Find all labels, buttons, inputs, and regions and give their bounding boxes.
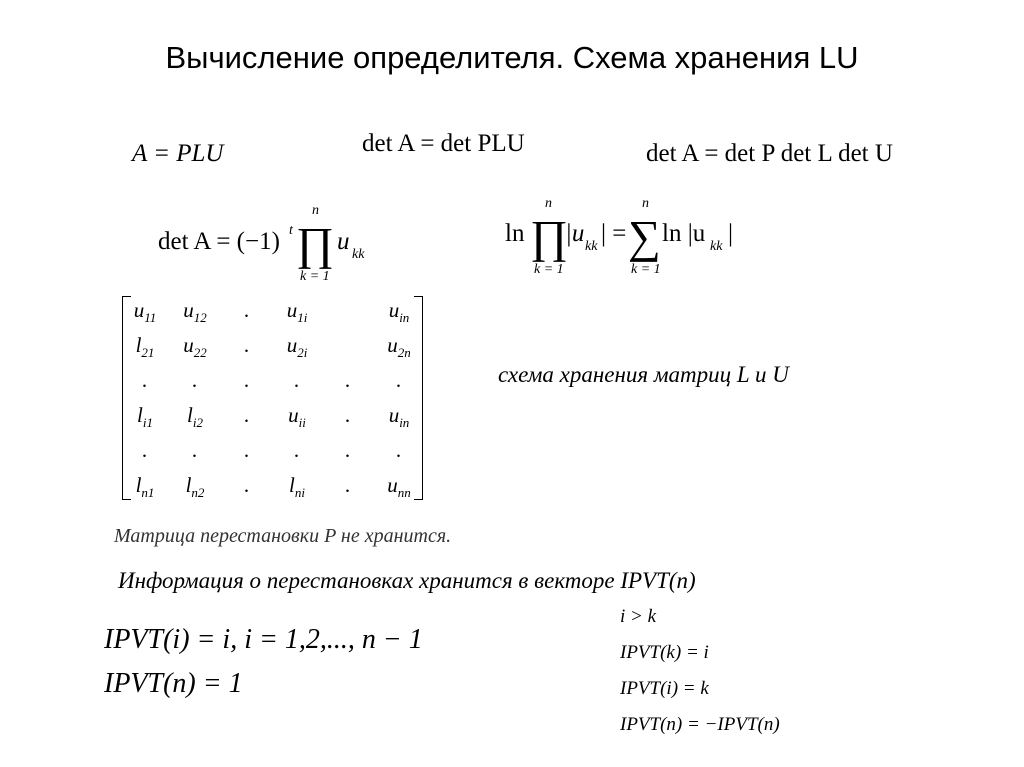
swap-eq-k: IPVT(k) = i xyxy=(620,642,709,663)
ipvt-init-eq: IPVT(i) = i, i = 1,2,..., n − 1 xyxy=(104,624,423,655)
cell-base: u xyxy=(183,298,194,322)
f4-upper: n xyxy=(312,203,319,218)
matrix-right-bracket xyxy=(414,296,423,500)
product-symbol: ∏ xyxy=(530,211,568,262)
swap-condition: i > k xyxy=(620,606,657,627)
matrix-cell xyxy=(222,333,272,361)
f5-lower2: k = 1 xyxy=(631,262,661,277)
cell-subscript: 22 xyxy=(193,345,207,361)
cell-base: u xyxy=(183,333,194,357)
f4-sub: kk xyxy=(352,247,365,262)
matrix-cell xyxy=(272,403,322,431)
f4-exponent: t xyxy=(289,223,293,238)
f5-end: | xyxy=(728,220,734,247)
matrix-cell xyxy=(170,473,220,501)
matrix-cell xyxy=(323,368,373,396)
cell-subscript: ii xyxy=(298,415,306,431)
matrix-cell xyxy=(323,438,373,466)
cell-base: u xyxy=(286,298,298,322)
cell-subscript: n2 xyxy=(191,485,205,501)
matrix-cell xyxy=(170,298,220,326)
matrix-cell xyxy=(323,403,373,431)
swap-eq-n: IPVT(n) = −IPVT(n) xyxy=(620,714,780,735)
matrix-cell xyxy=(120,368,170,396)
f5-ln: ln xyxy=(505,220,525,247)
cell-base: . xyxy=(142,438,148,462)
cell-base: . xyxy=(396,438,402,462)
cell-subscript: in xyxy=(399,310,410,326)
matrix-cell xyxy=(272,473,322,501)
cell-subscript: i1 xyxy=(142,415,153,431)
f5-sub: kk xyxy=(585,239,598,254)
product-symbol: ∏ xyxy=(296,218,334,269)
f4-term: u xyxy=(337,228,350,255)
cell-subscript: 2i xyxy=(297,345,308,361)
cell-base: . xyxy=(345,368,351,392)
cell-subscript: 12 xyxy=(193,310,207,326)
cell-subscript: i2 xyxy=(192,415,203,431)
cell-base: l xyxy=(185,473,192,497)
matrix-cell xyxy=(120,333,170,361)
matrix-cell xyxy=(323,473,373,501)
matrix-cell xyxy=(272,438,322,466)
matrix-cell xyxy=(272,368,322,396)
cell-base: l xyxy=(135,333,142,357)
matrix-cell xyxy=(272,333,322,361)
ipvt-n-eq: IPVT(n) = 1 xyxy=(104,668,243,699)
sum-symbol: ∑ xyxy=(628,211,661,262)
cell-subscript: 11 xyxy=(144,310,157,326)
f5-term: |u xyxy=(565,220,585,247)
matrix-cell xyxy=(374,333,424,361)
matrix-cell xyxy=(374,403,424,431)
cell-base: . xyxy=(192,438,198,462)
cell-base: . xyxy=(294,368,300,392)
cell-base: . xyxy=(142,368,148,392)
cell-base: u xyxy=(387,333,398,357)
scheme-label: схема хранения матриц L и U xyxy=(498,362,789,387)
matrix-cell xyxy=(222,368,272,396)
cell-base: u xyxy=(388,403,400,427)
cell-base: . xyxy=(244,403,250,427)
cell-subscript: in xyxy=(399,415,410,431)
f5-sub2: kk xyxy=(710,239,723,254)
matrix-cell xyxy=(170,368,220,396)
f4-lower: k = 1 xyxy=(300,269,330,284)
cell-base: l xyxy=(289,473,295,497)
matrix-cell xyxy=(170,438,220,466)
cell-subscript: 1i xyxy=(297,310,308,326)
formula-a-plu: A = PLU xyxy=(132,140,224,167)
matrix-cell xyxy=(222,298,272,326)
swap-eq-i: IPVT(i) = k xyxy=(620,678,709,699)
f5-rhs: ln |u xyxy=(662,220,706,247)
cell-base: . xyxy=(294,438,300,462)
permutation-note: Матрица перестановки P не хранится. xyxy=(114,525,452,547)
matrix-cell xyxy=(222,473,272,501)
formula-det-plu: det A = det PLU xyxy=(362,130,525,157)
cell-subscript: 2n xyxy=(397,345,411,361)
cell-subscript: nn xyxy=(397,485,411,501)
cell-base: . xyxy=(396,368,402,392)
cell-base: l xyxy=(187,403,193,427)
slide-title: Вычисление определителя. Схема хранения LU xyxy=(165,40,859,75)
matrix-cell xyxy=(374,473,424,501)
cell-base: . xyxy=(244,368,250,392)
cell-base: u xyxy=(387,473,398,497)
cell-base: l xyxy=(137,403,143,427)
matrix-cell xyxy=(170,403,220,431)
f5-upper2: n xyxy=(642,196,649,211)
matrix-cell xyxy=(374,438,424,466)
cell-base: . xyxy=(244,333,250,357)
formula-det-product: det A = det P det L det U xyxy=(646,140,893,167)
cell-base: u xyxy=(388,298,400,322)
f5-eq: | = xyxy=(601,220,627,247)
f5-upper: n xyxy=(545,196,552,211)
ipvt-note: Информация о перестановках хранится в векторе IPVT(n) xyxy=(118,568,696,593)
cell-base: u xyxy=(133,298,145,322)
matrix-cell xyxy=(272,298,322,326)
cell-base: u xyxy=(288,403,299,427)
cell-base: . xyxy=(244,298,250,322)
cell-subscript: n1 xyxy=(141,485,155,501)
cell-base: l xyxy=(135,473,142,497)
cell-base: . xyxy=(345,473,351,497)
matrix-cell xyxy=(120,298,170,326)
f4-lhs: det A = (−1) xyxy=(158,228,280,255)
matrix-cell xyxy=(120,403,170,431)
matrix-cell xyxy=(222,438,272,466)
matrix-cell xyxy=(120,473,170,501)
matrix-cell xyxy=(120,438,170,466)
matrix-left-bracket xyxy=(122,296,131,500)
cell-base: u xyxy=(286,333,298,357)
matrix-cell xyxy=(170,333,220,361)
f5-lower: k = 1 xyxy=(534,262,564,277)
cell-base: . xyxy=(244,438,250,462)
cell-subscript: ni xyxy=(294,485,305,501)
cell-base: . xyxy=(345,403,351,427)
matrix-cell xyxy=(222,403,272,431)
matrix-cell xyxy=(374,368,424,396)
cell-subscript: 21 xyxy=(141,345,155,361)
cell-base: . xyxy=(192,368,198,392)
matrix-cell xyxy=(374,298,424,326)
cell-base: . xyxy=(345,438,351,462)
cell-base: . xyxy=(244,473,250,497)
